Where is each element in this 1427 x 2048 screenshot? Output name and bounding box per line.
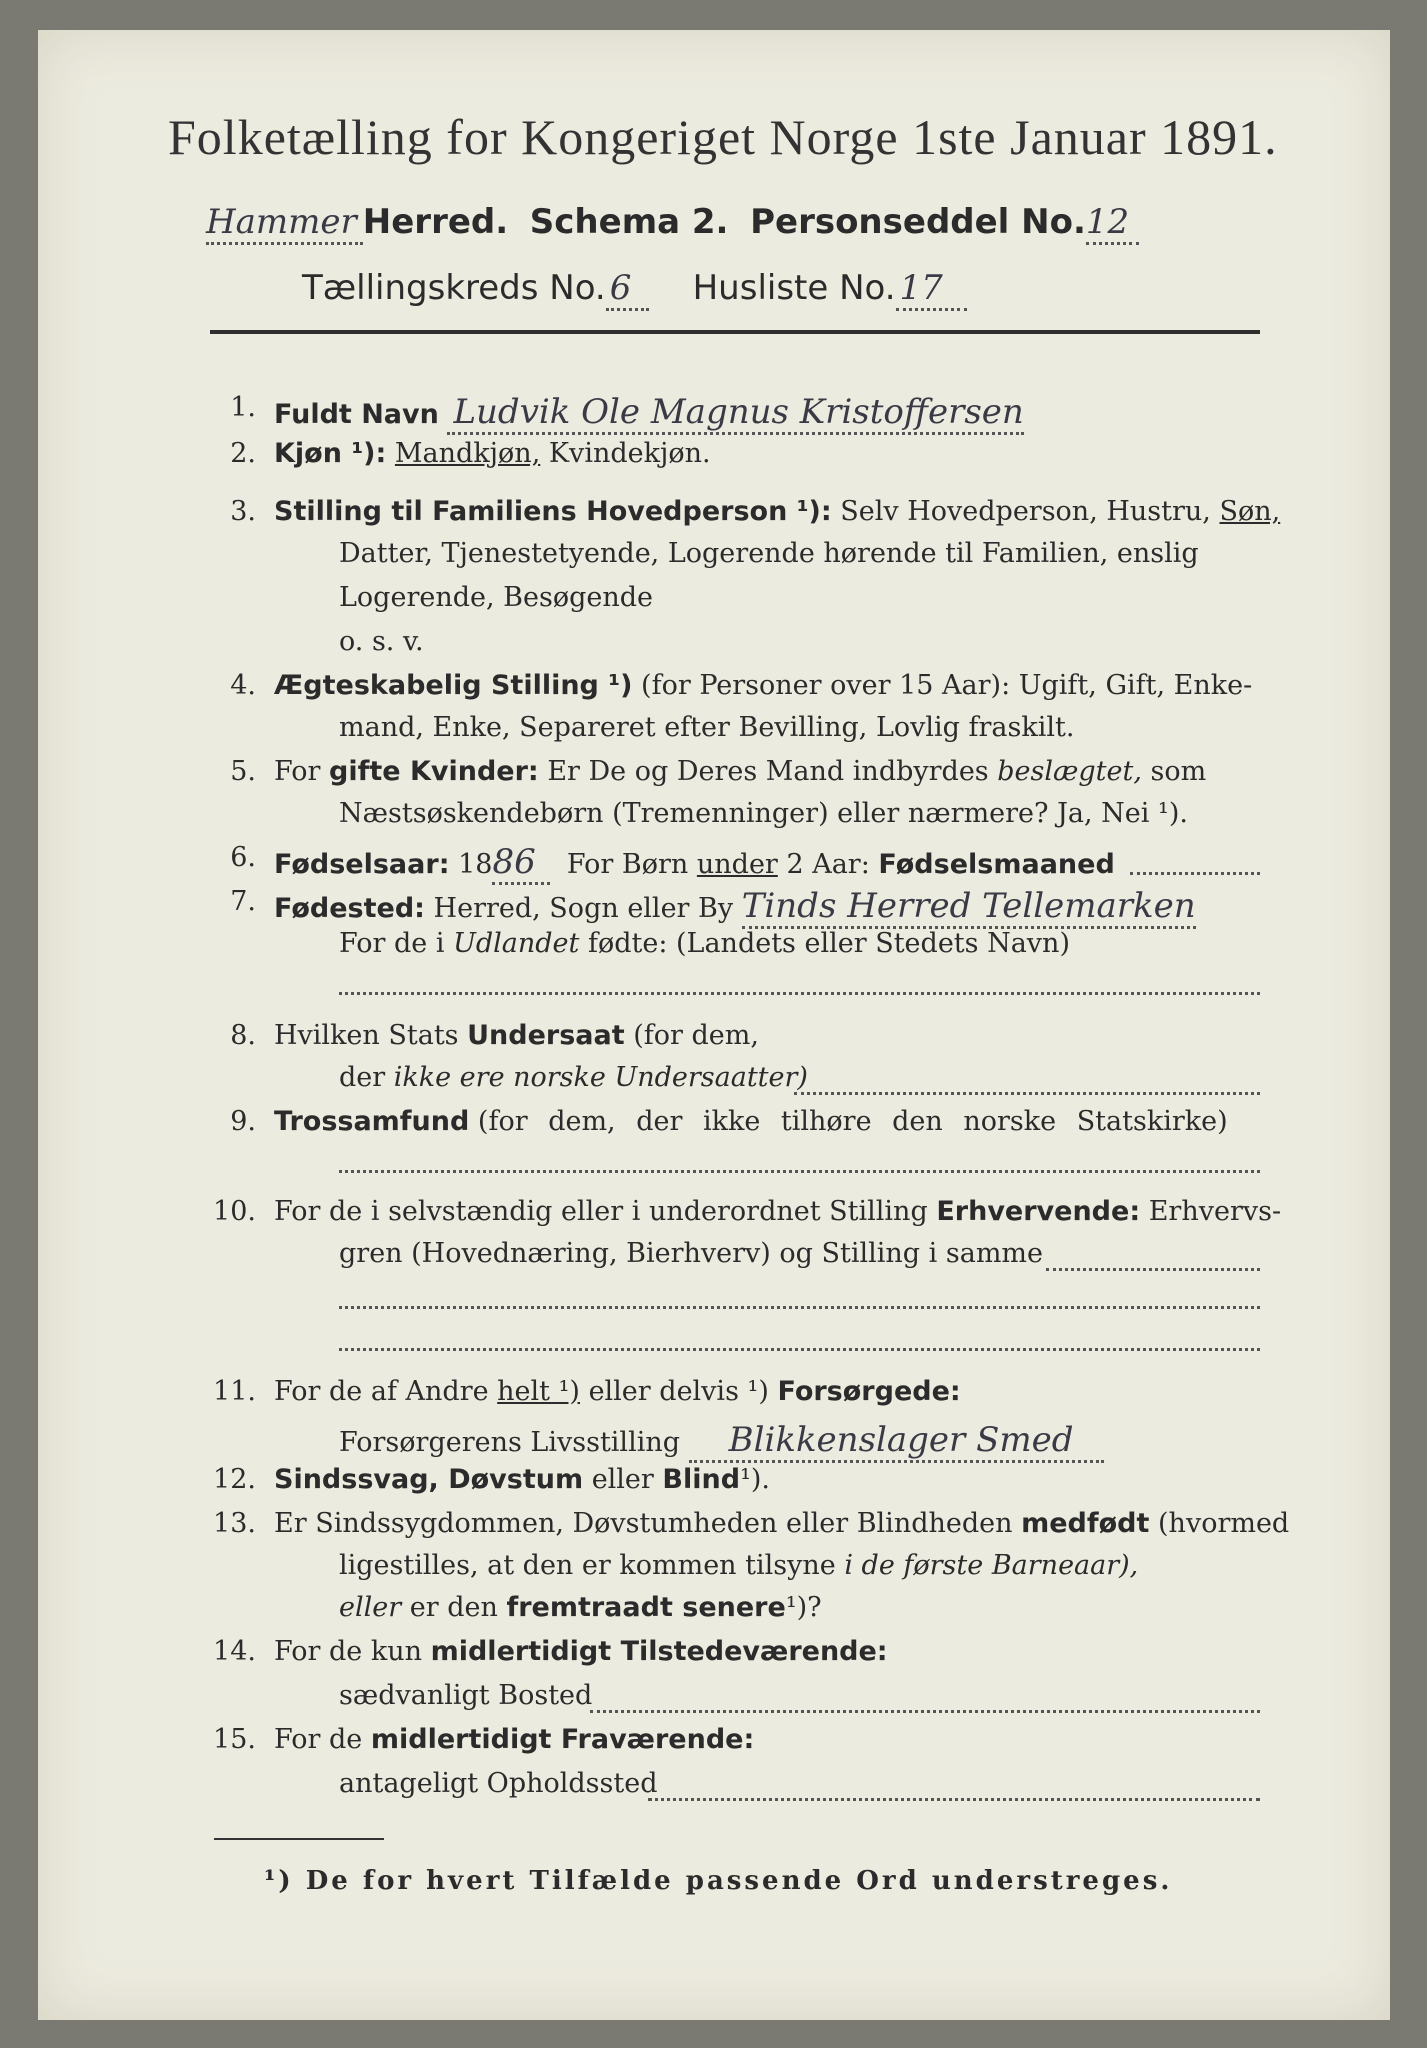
item-8-label: Undersaat [467,1020,625,1051]
item-9-label: Trossamfund [274,1106,470,1137]
item-6-label: Fødselsaar: [274,849,450,880]
item-11-helt: helt ¹) [497,1376,580,1407]
herred-label: Herred. [362,202,509,242]
item-5-line-2: Næstsøskendebørn (Tremenninger) eller nærmere? Ja, Nei ¹). [339,798,1188,829]
item-11-line-2 [339,1420,1104,1460]
item-6-prefix: 18 [458,849,493,880]
item-7-line-2-italic: Udlandet [453,928,580,959]
item-6-number: 6. [230,842,256,873]
item-9-fill-line [339,1170,1260,1173]
item-1-label: Fuldt Navn [274,399,439,430]
item-5-text: Er De og Deres Mand indbyrdes [547,756,989,787]
item-4-number: 4. [230,670,256,701]
item-9-number: 9. [230,1106,256,1137]
item-13-line-3-italic: eller [339,1592,402,1623]
item-8-line-2-italic: ikke ere norske Undersaatter) [393,1062,808,1093]
husliste-value: 17 [896,268,967,311]
item-10-fill-line-1 [1046,1268,1260,1271]
item-3 [274,496,1280,527]
item-2 [274,438,711,469]
form-title: Folketælling for Kongeriget Norge 1ste Januar 1891. [168,109,1278,165]
husliste-label: Husliste No. [692,268,896,308]
item-2-option-female: Kvindekjøn. [548,438,711,469]
kreds-line [302,268,967,308]
item-1-number: 1. [230,392,256,423]
personseddel-value: 12 [1086,202,1139,245]
footnote-rule [214,1838,384,1840]
item-14-number: 14. [213,1636,256,1667]
item-3-text: Selv Hovedperson, Hustru, [840,496,1211,527]
item-4-label: Ægteskabelig Stilling ¹) [274,670,633,701]
item-12-mid: eller [591,1464,654,1495]
item-14-label: midlertidigt Tilstedeværende: [430,1636,888,1667]
item-13 [274,1508,1289,1539]
item-10-fill-line-2 [339,1306,1260,1309]
item-13-line-2-italic: i de første Barneaar), [844,1550,1139,1581]
item-7-line-2 [339,928,1070,959]
item-2-option-male: Mandkjøn, [394,438,541,469]
kreds-label: Tællingskreds No. [302,268,606,308]
item-13-line-3-b: fremtraadt senere [506,1592,786,1623]
item-13-label: medfødt [1021,1508,1150,1539]
item-8-line-2 [339,1062,808,1093]
footnote: ¹) De for hvert Tilfælde passende Ord understreges. [264,1866,1173,1896]
item-8-text: Hvilken Stats [274,1020,459,1051]
item-12-label-2: Blind [662,1464,741,1495]
item-3-line-3: Logerende, Besøgende [339,582,653,613]
item-12-number: 12. [213,1464,256,1495]
item-8-line-2-a: der [339,1062,386,1093]
item-9 [274,1106,1228,1137]
item-8-fill-line [794,1092,1260,1095]
item-15-label: midlertidigt Fraværende: [370,1724,755,1755]
herred-value: Hammer [206,202,363,245]
item-1-value: Ludvik Ole Magnus Kristoffersen [447,392,1023,435]
item-15-pre: For de [274,1724,363,1755]
item-11-line-2-label: Forsørgerens Livsstilling [339,1427,681,1458]
item-5-number: 5. [230,756,256,787]
item-11-pre: For de af Andre [274,1376,489,1407]
item-6-label-2: Fødselsmaaned [878,849,1115,880]
herred-line [206,202,1139,242]
item-15 [274,1724,754,1755]
item-5-pre: For [274,756,321,787]
item-15-line-2: antageligt Opholdssted [339,1768,658,1799]
item-8 [274,1020,759,1051]
item-6 [274,842,1115,882]
item-7-label: Fødested: [274,893,425,924]
item-15-fill-line [648,1798,1260,1801]
item-6-fill-line [1130,872,1260,875]
item-7-fill-line [339,992,1260,995]
item-4 [274,670,1252,701]
item-7-text: Herred, Sogn eller By [433,893,734,924]
item-11-label: Forsørgede: [777,1376,961,1407]
header-rule [210,330,1260,334]
item-4-line-2: mand, Enke, Separeret efter Bevilling, Lovlig fraskilt. [339,712,1075,743]
item-7-line-2-b: fødte: (Landets eller Stedets Navn) [587,928,1070,959]
item-6-post: 2 Aar: [786,849,870,880]
item-3-line-2: Datter, Tjenestetyende, Logerende hørende til Familien, enslig [339,538,1199,569]
item-13-line-3-a: er den [409,1592,498,1623]
census-form-sheet [38,30,1390,2020]
item-10-number: 10. [213,1196,256,1227]
item-5-italic: beslægtet, [997,756,1142,787]
schema-label: Schema 2. [529,202,729,242]
item-12-label: Sindssvag, Døvstum [274,1464,584,1495]
item-3-label: Stilling til Familiens Hovedperson ¹): [274,496,832,527]
item-10-fill-line-3 [339,1348,1260,1351]
item-10-pre: For de i selvstændig eller i underordnet Stilling [274,1196,928,1227]
item-1 [274,392,1024,432]
item-10 [274,1196,1281,1227]
item-7-number: 7. [230,886,256,917]
item-7-line-2-a: For de i [339,928,445,959]
item-3-line-4: o. s. v. [339,626,424,657]
item-11-value: Blikkenslager Smed [689,1420,1104,1463]
item-6-under: under [696,849,778,880]
item-3-number: 3. [230,496,256,527]
item-8-text-2: (for dem, [633,1020,759,1051]
kreds-value: 6 [606,268,650,311]
item-10-post: Erhvervs- [1148,1196,1282,1227]
item-5-post: som [1150,756,1207,787]
item-3-underlined: Søn, [1219,496,1281,527]
item-13-line-3 [339,1592,822,1623]
item-6-value: 86 [492,842,549,885]
item-6-mid: For Børn [566,849,689,880]
item-11-mid: eller delvis ¹) [588,1376,769,1407]
personseddel-label: Personseddel No. [750,202,1086,242]
item-5-label: gifte Kvinder: [329,756,539,787]
item-7 [274,886,1196,926]
item-10-line-2: gren (Hovednæring, Bierhverv) og Stilling i samme [339,1238,1044,1269]
item-8-number: 8. [230,1020,256,1051]
item-10-label: Erhvervende: [936,1196,1141,1227]
item-14-pre: For de kun [274,1636,422,1667]
item-14-line-2: sædvanligt Bosted [339,1680,593,1711]
item-13-post: (hvormed [1158,1508,1290,1539]
item-5 [274,756,1206,787]
item-2-number: 2. [230,438,256,469]
item-2-label: Kjøn ¹): [274,438,387,469]
item-14 [274,1636,888,1667]
item-4-text: (for Personer over 15 Aar): Ugift, Gift, Enke- [641,670,1253,701]
item-13-pre: Er Sindssygdommen, Døvstumheden eller Blindheden [274,1508,1013,1539]
item-7-value: Tinds Herred Tellemarken [742,886,1196,929]
item-13-line-2 [339,1550,1138,1581]
item-12-post: ¹). [740,1464,771,1495]
item-13-number: 13. [213,1508,256,1539]
item-13-line-3-c: ¹)? [785,1592,822,1623]
item-14-fill-line [590,1710,1260,1713]
item-11-number: 11. [213,1376,256,1407]
item-15-number: 15. [213,1724,256,1755]
item-9-text: (for dem, der ikke tilhøre den norske Statskirke) [477,1106,1228,1137]
item-13-line-2-a: ligestilles, at den er kommen tilsyne [339,1550,836,1581]
item-12 [274,1464,770,1495]
item-11 [274,1376,961,1407]
